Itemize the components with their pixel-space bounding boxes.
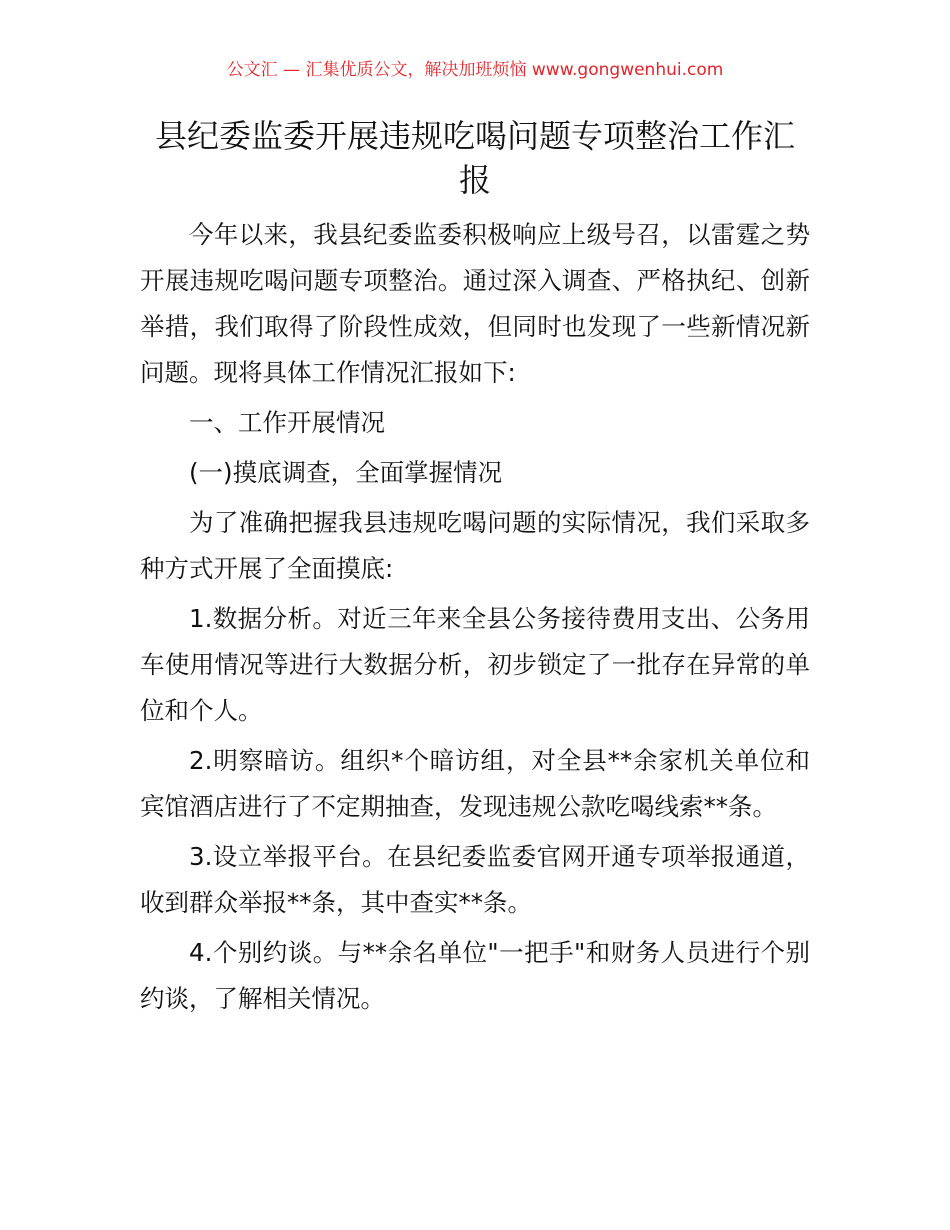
paragraph-line: 2.明察暗访。组织*个暗访组，对全县**余家机关单位和: [189, 746, 810, 775]
title-line: 报: [458, 161, 491, 199]
document-body: [140, 212, 810, 1026]
paragraph: [140, 500, 810, 592]
paragraph-line: 位和个人。: [140, 696, 263, 725]
paragraph: [140, 596, 810, 734]
paragraph: [140, 930, 810, 1022]
paragraph-line: 为了准确把握我县违规吃喝问题的实际情况，我们采取多: [189, 508, 810, 537]
paragraph-line: 车使用情况等进行大数据分析，初步锁定了一批存在异常的单: [140, 650, 810, 679]
paragraph-line: 今年以来，我县纪委监委积极响应上级号召，以雷霆之势: [189, 220, 810, 249]
paragraph-line: 1.数据分析。对近三年来全县公务接待费用支出、公务用: [189, 604, 810, 633]
paragraph-line: 种方式开展了全面摸底:: [140, 554, 394, 583]
title-line: 县纪委监委开展违规吃喝问题专项整治工作汇: [154, 117, 795, 155]
paragraph: [140, 212, 810, 396]
paragraph-line: 约谈，了解相关情况。: [140, 984, 385, 1013]
document-title: [130, 114, 820, 202]
paragraph: [140, 400, 810, 446]
paragraph-line: 问题。现将具体工作情况汇报如下:: [140, 358, 516, 387]
paragraph-line: 4.个别约谈。与**余名单位"一把手"和财务人员进行个别: [189, 938, 810, 967]
paragraph-line: (一)摸底调查，全面掌握情况: [189, 458, 503, 487]
paragraph: [140, 738, 810, 830]
paragraph-line: 宾馆酒店进行了不定期抽查，发现违规公款吃喝线索**条。: [140, 792, 777, 821]
paragraph-line: 开展违规吃喝问题专项整治。通过深入调查、严格执纪、创新: [140, 266, 810, 295]
paragraph-line: 一、工作开展情况: [189, 408, 385, 437]
paragraph: [140, 450, 810, 496]
paragraph-line: 举措，我们取得了阶段性成效，但同时也发现了一些新情况新: [140, 312, 810, 341]
paragraph-line: 收到群众举报**条，其中查实**条。: [140, 888, 532, 917]
watermark-header: 公文汇 — 汇集优质公文，解决加班烦恼 www.gongwenhui.com: [226, 60, 724, 80]
paragraph-line: 3.设立举报平台。在县纪委监委官网开通专项举报通道，: [189, 842, 810, 871]
paragraph: [140, 834, 810, 926]
